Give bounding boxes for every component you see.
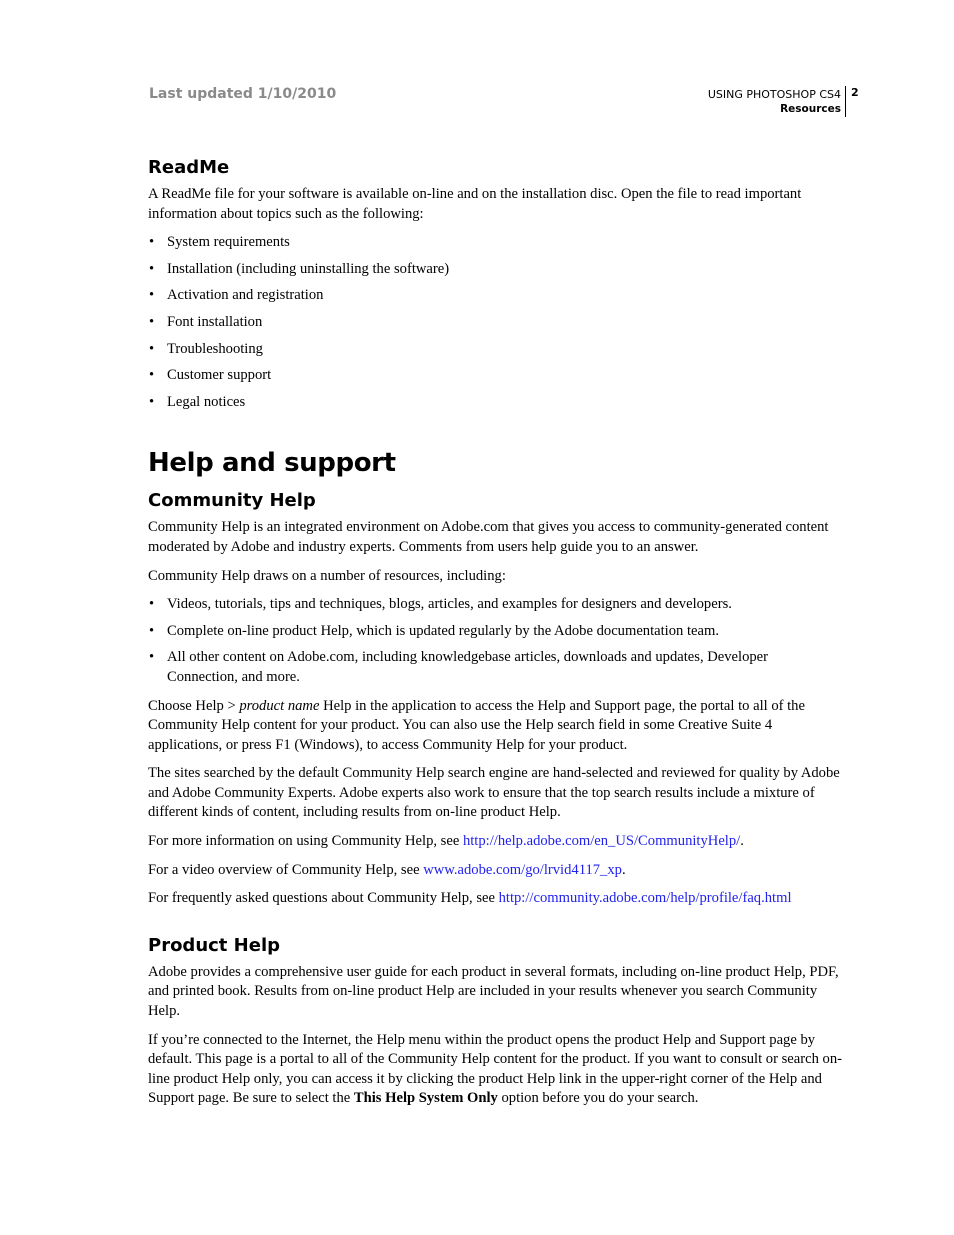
community-help-p7: For frequently asked questions about Community Help, see http://community.adobe.com/help/profile/faq.html (148, 890, 792, 907)
bullet-icon: • (149, 367, 155, 384)
list-item: • Font installation (148, 313, 842, 333)
help-support-heading: Help and support (148, 448, 396, 479)
bullet-icon: • (149, 234, 155, 251)
header-divider (845, 86, 846, 117)
readme-heading: ReadMe (148, 157, 230, 178)
bullet-icon: • (149, 393, 155, 410)
community-help-p2: Community Help draws on a number of resources, including: (148, 567, 506, 584)
bullet-icon: • (149, 622, 155, 639)
product-help-heading: Product Help (148, 934, 281, 956)
list-item: • Videos, tutorials, tips and techniques, blogs, articles, and examples for designers and developers. (148, 595, 842, 615)
video-overview-link[interactable]: www.adobe.com/go/lrvid4117_xp (423, 861, 622, 878)
bullet-icon: • (149, 313, 155, 330)
last-updated: Last updated 1/10/2010 (149, 86, 337, 102)
list-item: • Complete on-line product Help, which is updated regularly by the Adobe documentation team. (148, 622, 842, 642)
community-help-p5: For more information on using Community Help, see http://help.adobe.com/en_US/CommunityHelp/. (148, 833, 744, 850)
this-help-system-only-option: This Help System Only (353, 1090, 498, 1107)
product-name-placeholder: product name (239, 697, 320, 714)
running-header (708, 87, 841, 117)
community-help-heading: Community Help (148, 490, 316, 512)
list-item: • System requirements (148, 233, 842, 253)
doc-title: USING PHOTOSHOP CS4 (707, 88, 841, 101)
page-content (148, 157, 842, 1118)
list-item: • All other content on Adobe.com, including knowledgebase articles, downloads and updates, Developer Connection, and more. (149, 649, 769, 685)
bullet-icon: • (149, 596, 155, 613)
community-help-p1: Community Help is an integrated environment on Adobe.com that gives you access to community-generated content moderated by Adobe and industry experts. Comments from users help guide you to an answer. (148, 519, 829, 555)
readme-intro: A ReadMe file for your software is available on-line and on the installation disc. Open the file to read important information about topics such as the following: (148, 186, 802, 222)
section-name: Resources (780, 103, 841, 115)
list-item: • Installation (including uninstalling the software) (148, 260, 842, 280)
bullet-icon: • (149, 649, 155, 666)
page-number: 2 (851, 86, 859, 99)
product-help-p2: If you’re connected to the Internet, the Help menu within the product opens the product Help and Support page by default. This page is a portal to all of the Community Help content for the product. If you want to consult or search on-line product Help only, you can access it by clicking the product Help link in the upper-right corner of the Help and Support page. Be sure to select the This Help System Only option before you do your search. (148, 1031, 842, 1107)
list-item: • Activation and registration (148, 286, 842, 306)
bullet-icon: • (149, 287, 155, 304)
community-help-link[interactable]: http://help.adobe.com/en_US/CommunityHelp/ (462, 833, 741, 850)
list-item: • Customer support (148, 366, 842, 386)
readme-list (148, 233, 842, 412)
list-item: • Legal notices (148, 393, 842, 413)
community-help-p6: For a video overview of Community Help, see www.adobe.com/go/lrvid4117_xp. (148, 861, 626, 878)
faq-link[interactable]: http://community.adobe.com/help/profile/faq.html (498, 890, 792, 907)
community-help-p3: Choose Help > product name Help in the application to access the Help and Support page, the portal to all of the Community Help content for your product. You can also use the Help search field in some Creative Suite 4 applications, or press F1 (Windows), to access Community Help for your product. (148, 697, 805, 753)
community-help-list (148, 595, 842, 687)
bullet-icon: • (149, 340, 155, 357)
bullet-icon: • (149, 260, 155, 277)
product-help-p1: Adobe provides a comprehensive user guide for each product in several formats, including on-line product Help, PDF, and printed book. Results from on-line product Help are included in your results whenever you search Community Help. (148, 963, 839, 1020)
list-item: • Troubleshooting (148, 340, 842, 360)
community-help-p4: The sites searched by the default Community Help search engine are hand-selected and reviewed for quality by Adobe and Adobe Community Experts. Adobe experts also work to ensure that the top search results include a mixture of different kinds of content, including results from on-line product Help. (148, 765, 840, 821)
